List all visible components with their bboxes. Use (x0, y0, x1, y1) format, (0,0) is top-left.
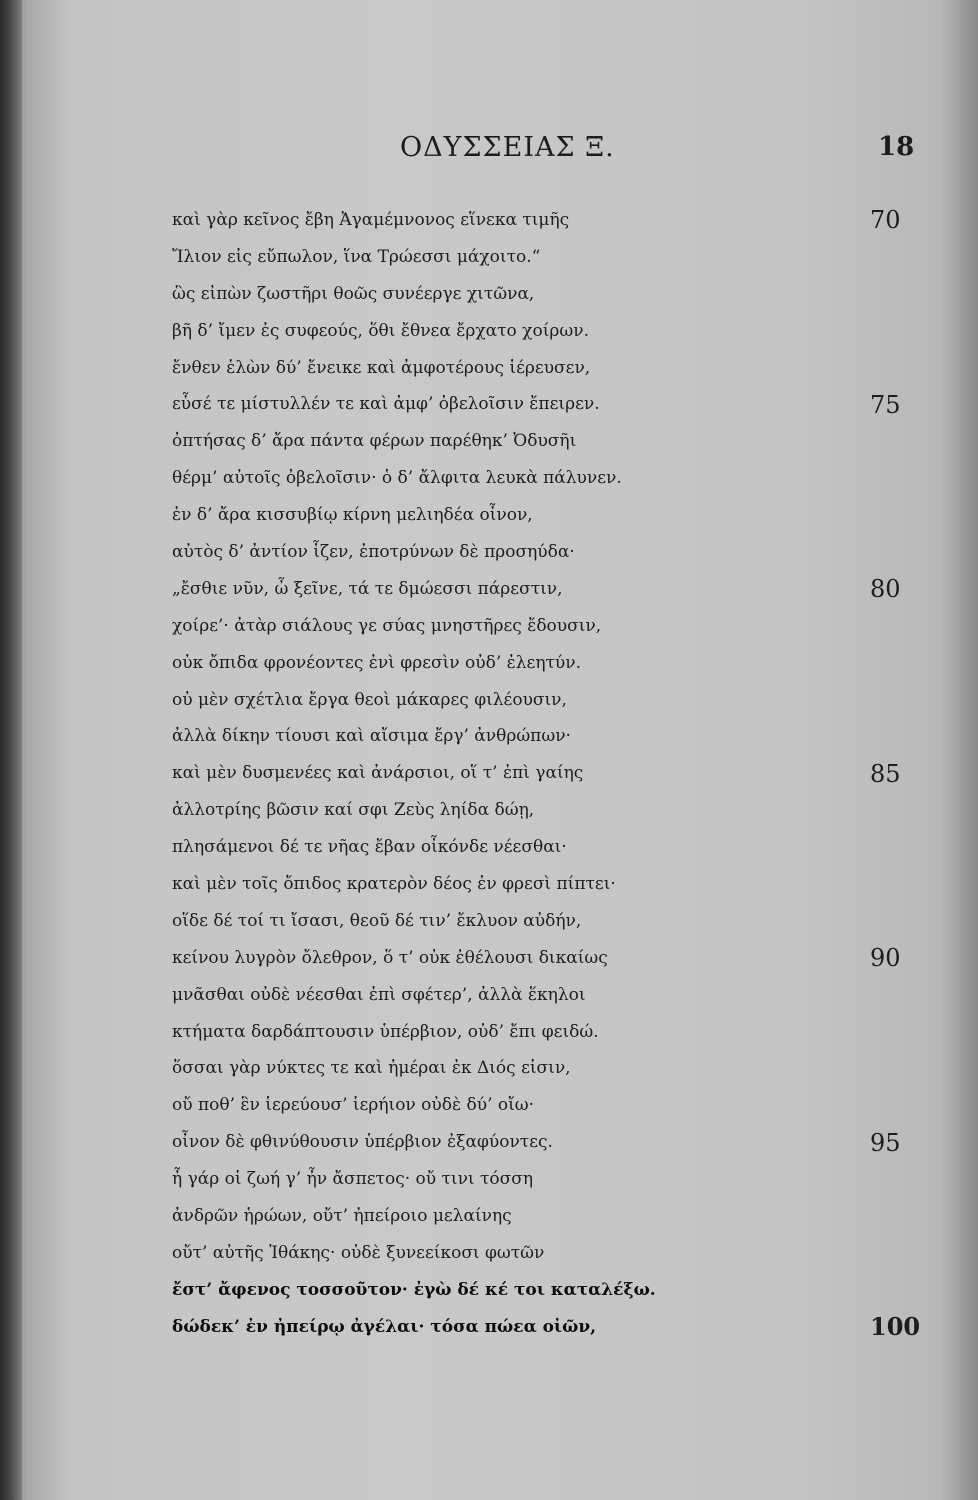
verse-line: Ἴλιον εἰς εὔπωλον, ἵνα Τρώεσσι μάχοιτο.“ (172, 246, 541, 267)
page-number: 18 (878, 132, 915, 162)
verse-line: χοίρε’· ἀτὰρ σιάλους γε σύας μνηστῆρες ἔδουσιν, (172, 615, 602, 636)
line-number: 85 (870, 759, 901, 788)
verse-line: καὶ γὰρ κεῖνος ἔβη Ἀγαμέμνονος εἵνεκα τιμῆς (172, 210, 570, 230)
verse-line: βῆ δ’ ἴμεν ἐς συφεούς, ὅθι ἔθνεα ἔρχατο χοίρων. (172, 320, 589, 341)
verse-line: καὶ μὲν τοῖς ὄπιδος κρατερὸν δέος ἐν φρεσὶ πίπτει· (172, 874, 616, 895)
verse-line: ἀλλοτρίης βῶσιν καί σφι Ζεὺς ληίδα δώῃ, (172, 800, 535, 821)
verse-line: οὐκ ὄπιδα φρονέοντες ἐνὶ φρεσὶν οὐδ’ ἐλεητύν. (172, 652, 581, 673)
verse-line: κτήματα δαρδάπτουσιν ὑπέρβιον, οὐδ’ ἔπι φειδώ. (172, 1021, 599, 1042)
verse-line: ἐν δ’ ἄρα κισσυβίῳ κίρνη μελιηδέα οἶνον, (172, 505, 533, 526)
verse-line: ἀνδρῶν ἡρώων, οὔτ’ ἠπείροιο μελαίνης (172, 1206, 512, 1227)
verse-line: οὔτ’ αὐτῆς Ἰθάκης· οὐδὲ ξυνεείκοσι φωτῶν (172, 1242, 545, 1263)
verse-line: ὣς εἰπὼν ζωστῆρι θοῶς συνέεργε χιτῶνα, (172, 283, 535, 304)
verse-line: κείνου λυγρὸν ὄλεθρον, ὅ τ’ οὐκ ἐθέλουσι δικαίως (172, 947, 608, 968)
verse-line: θέρμ’ αὐτοῖς ὀβελοῖσιν· ὁ δ’ ἄλφιτα λευκὰ πάλυνεν. (172, 468, 622, 489)
line-number: 90 (870, 944, 901, 972)
verse-line: δώδεκ’ ἐν ἠπείρῳ ἀγέλαι· τόσα πώεα οἰῶν, (172, 1316, 597, 1337)
verse-line: ἦ γάρ οἱ ζωή γ’ ἦν ἄσπετος· οὔ τινι τόσση (172, 1169, 534, 1190)
verse-line: ἔστ’ ἄφενος τοσσοῦτον· ἐγὼ δέ κέ τοι καταλέξω. (172, 1279, 656, 1300)
line-number: 75 (870, 390, 901, 419)
line-number: 95 (870, 1128, 901, 1157)
page-title: ΟΔΥΣΣΕΙΑΣ Ξ. (400, 132, 615, 163)
verse-line: ἀλλὰ δίκην τίουσι καὶ αἴσιμα ἔργ’ ἀνθρώπων· (172, 726, 571, 747)
verse-line: οἵδε δέ τοί τι ἴσασι, θεοῦ δέ τιν’ ἔκλυον αὐδήν, (172, 910, 582, 931)
verse-line: εὗσέ τε μίστυλλέν τε καὶ ἀμφ’ ὀβελοῖσιν ἔπειρεν. (172, 394, 600, 415)
line-number: 70 (870, 206, 901, 234)
verse-line: οὐ μὲν σχέτλια ἔργα θεοὶ μάκαρες φιλέουσιν, (172, 689, 567, 710)
verse-line: ἔνθεν ἑλὼν δύ’ ἔνεικε καὶ ἀμφοτέρους ἱέρευσεν, (172, 357, 591, 378)
verse-line: ὀπτήσας δ’ ἄρα πάντα φέρων παρέθηκ’ Ὀδυσῆι (172, 431, 577, 452)
verse-line: οὔ ποθ’ ἓν ἱερεύουσ’ ἱερήιον οὐδὲ δύ’ οἴω· (172, 1095, 535, 1116)
line-number: 100 (870, 1312, 921, 1341)
book-spine-shadow (0, 0, 22, 1500)
verse-line: καὶ μὲν δυσμενέες καὶ ἀνάρσιοι, οἵ τ’ ἐπὶ γαίης (172, 763, 584, 784)
line-number: 80 (870, 575, 901, 603)
verse-line: „ἔσθιε νῦν, ὦ ξεῖνε, τά τε δμώεσσι πάρεστιν, (172, 578, 563, 599)
verse-line: μνᾶσθαι οὐδὲ νέεσθαι ἐπὶ σφέτερ’, ἀλλὰ ἕκηλοι (172, 984, 586, 1005)
verse-text-block (172, 202, 872, 1346)
running-head (0, 132, 978, 172)
verse-line: ὅσσαι γὰρ νύκτες τε καὶ ἡμέραι ἐκ Διός εἰσιν, (172, 1058, 571, 1079)
verse-line: οἶνον δὲ φθινύθουσιν ὑπέρβιον ἐξαφύοντες. (172, 1132, 553, 1153)
verse-line: πλησάμενοι δέ τε νῆας ἔβαν οἶκόνδε νέεσθαι· (172, 837, 567, 858)
verse-line: αὐτὸς δ’ ἀντίον ἷζεν, ἐποτρύνων δὲ προσηύδα· (172, 542, 575, 563)
